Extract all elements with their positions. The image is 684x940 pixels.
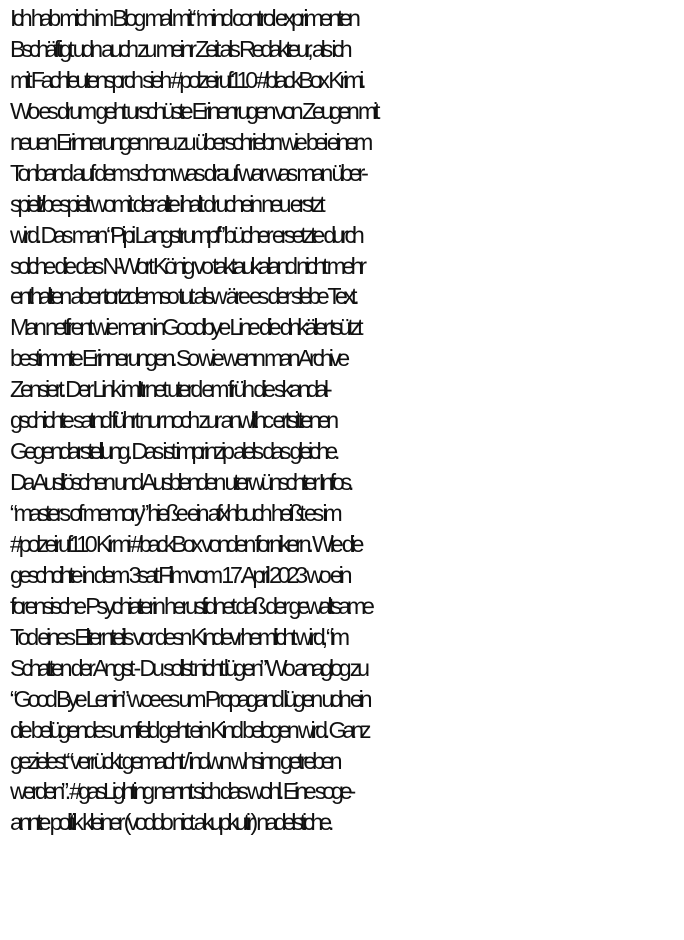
text-line: Bschäftigt udn auch zu meinr Zeit als Redakteur, als ich xyxy=(10,35,349,62)
text-line: Tod eines Elternteils vor desn Kindevrhemlicht wird, “im xyxy=(10,623,346,650)
text-line: Tonband auf dem schon was drauf war was man über- xyxy=(10,159,365,186)
text-line: die belügendes umfeld geht ein Kind belogen wird. Ganz xyxy=(10,716,368,743)
text-line: bestimmte Erinnerungen. So wie wenn man Archive xyxy=(10,345,346,372)
text-line: annte politik kleiner (voddo nict akupkutir) nadelstiche. xyxy=(10,809,331,836)
text-line: Zensiert. Der Link imItrnet uterd em früh die skandal- xyxy=(10,376,329,403)
text-line: wird. Das man “Pipi Langstrumpf” bücher ersetzte durch xyxy=(10,221,361,248)
text-line: werden”. #gasLighting nennt sich das wohl. Eine soge- xyxy=(10,778,353,805)
text-line: spielt/bespielt womit der alte ihalt druchein neu erstzt xyxy=(10,190,322,217)
text-line: gschichte satnd führt nur noch zur anwlthc ertsittenen xyxy=(10,407,335,434)
text-line: “masters of memory” hieße ein afxhbuch heißt es im xyxy=(10,500,339,526)
text-line: #polzeiruf110 Kirmi #backBox vonden fornikern. Wie die xyxy=(10,530,361,557)
text-line: Ich hab mich im Blog mal mit “mind control exprimenten xyxy=(10,5,357,31)
text-line: mit Fachleutensprch sieh #polzeiruf110 #blackBox Krimi. xyxy=(10,66,363,93)
text-line: neuen Erinnerungen neu zu überschriebn wie bei einem xyxy=(10,128,370,155)
text-line: “Good Bye Lenin” woe es um Propagand lügen udn ein xyxy=(10,685,369,712)
text-line: gezielest “verrückt gemacht / indwn whsinn getreben xyxy=(10,747,339,774)
text-line: geschcihte in dem 3sat Film vom 17.April 2023 wo ein xyxy=(10,561,349,588)
text-line: Gegendarstellung. Das ist imprinzip alels das gleiche. xyxy=(10,438,337,465)
text-line: solche die das N-Wort König vo taktaukaland nicht mehr xyxy=(10,252,363,279)
text-line: Schatten der Angst - Du sollst nicht lügen” Wo anaglog zu xyxy=(10,654,366,681)
text-line: Wo es drum geht urschüste Erinenrugen von Zeugen mit xyxy=(10,97,377,124)
text-line: Man netfrent wie man inGoodbye Line die dnkäler tsützt xyxy=(10,314,360,341)
text-line: forensische Psychiaterin herusfidnet daß der gewaltsame xyxy=(10,592,371,619)
text-line: Da Ausllöschen und Ausblenden uterwünschter Infos. xyxy=(10,469,351,496)
document-text-body xyxy=(10,3,684,838)
text-line: enthalten aber tortzdemso tut alsw äre es der slebe Text. xyxy=(10,283,356,310)
